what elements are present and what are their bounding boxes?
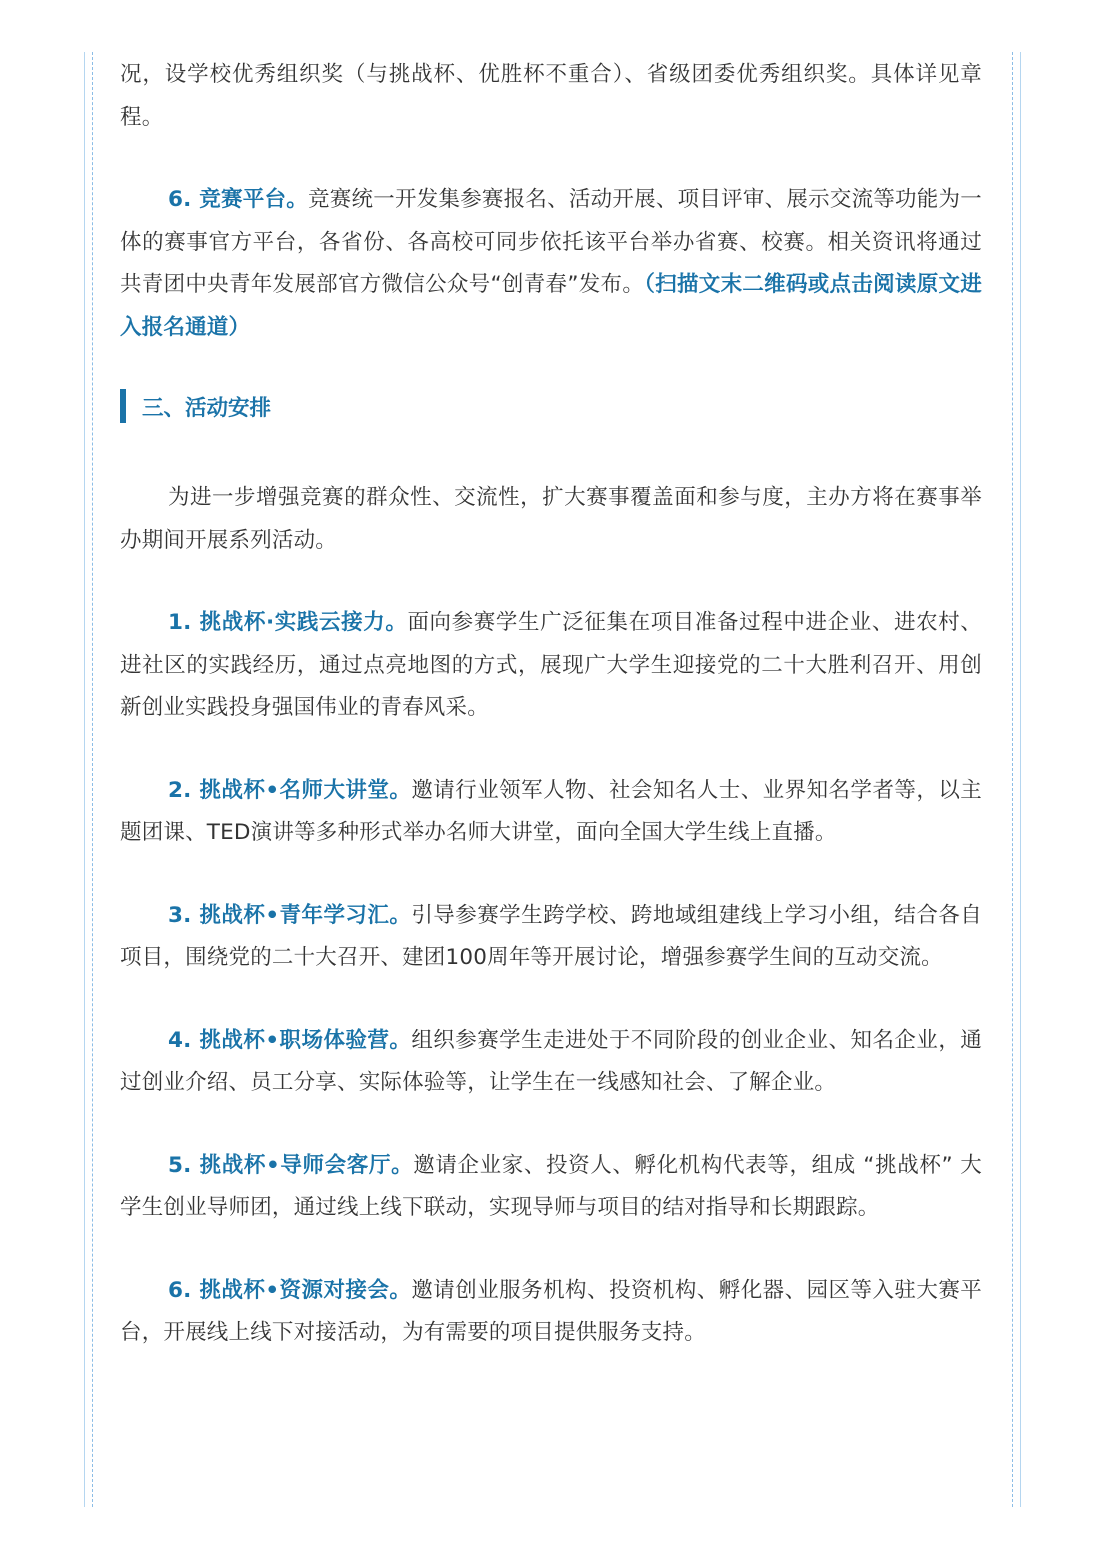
activity-heading: 3. 挑战杯•青年学习汇。 <box>168 902 412 928</box>
left-border-dashed <box>92 52 93 1507</box>
intro-text: 为进一步增强竞赛的群众性、交流性，扩大赛事覆盖面和参与度，主办方将在赛事举办期间开展系列活动。 <box>120 485 982 553</box>
section-header <box>120 389 982 423</box>
activity-body: 组织参赛学生走进处于不同阶段的创业企业、知名企业，通过创业介绍、员工分享、实际体验等，让学生在一线感知社会、了解企业。 <box>120 1027 982 1095</box>
continued-paragraph <box>120 54 982 139</box>
activity-paragraph <box>120 770 982 855</box>
platform-heading: 6. 竞赛平台。 <box>168 187 308 212</box>
intro-paragraph <box>120 477 982 562</box>
activity-paragraph <box>120 1145 982 1230</box>
activity-body: 邀请企业家、投资人、孵化机构代表等，组成 “挑战杯” 大学生创业导师团，通过线上线下联动，实现导师与项目的结对指导和长期跟踪。 <box>120 1152 982 1220</box>
platform-paragraph <box>120 179 982 349</box>
continued-paragraph-text: 况，设学校优秀组织奖（与挑战杯、优胜杯不重合）、省级团委优秀组织奖。具体详见章程。 <box>120 62 982 130</box>
right-border-outer <box>1020 52 1021 1507</box>
activity-heading: 6. 挑战杯•资源对接会。 <box>168 1277 412 1303</box>
activity-body: 引导参赛学生跨学校、跨地域组建线上学习小组，结合各自项目，围绕党的二十大召开、建团100周年等开展讨论，增强参赛学生间的互动交流。 <box>120 902 982 970</box>
activity-paragraph <box>120 602 982 730</box>
article-body <box>120 54 982 1355</box>
activity-heading: 5. 挑战杯•导师会客厅。 <box>168 1152 414 1178</box>
platform-body: 竞赛统一开发集参赛报名、活动开展、项目评审、展示交流等功能为一体的赛事官方平台，各省份、各高校可同步依托该平台举办省赛、校赛。相关资讯将通过共青团中央青年发展部官方微信公众号“创青春”发布。 <box>120 187 982 297</box>
activity-body: 邀请创业服务机构、投资机构、孵化器、园区等入驻大赛平台，开展线上线下对接活动，为有需要的项目提供服务支持。 <box>120 1277 982 1345</box>
right-border-dashed <box>1012 52 1013 1507</box>
section-accent-bar <box>120 389 126 423</box>
activity-body: 邀请行业领军人物、社会知名人士、业界知名学者等，以主题团课、TED演讲等多种形式举办名师大讲堂，面向全国大学生线上直播。 <box>120 777 982 845</box>
activity-heading: 4. 挑战杯•职场体验营。 <box>168 1027 412 1053</box>
activity-heading: 2. 挑战杯•名师大讲堂。 <box>168 777 412 803</box>
left-border-outer <box>84 52 85 1507</box>
activity-paragraph <box>120 1270 982 1355</box>
activity-paragraph <box>120 1020 982 1105</box>
activity-heading: 1. 挑战杯·实践云接力。 <box>168 610 408 635</box>
activity-paragraph <box>120 895 982 980</box>
registration-link-note[interactable]: （扫描文末二维码或点击阅读原文进入报名通道） <box>120 272 983 340</box>
section-title: 三、活动安排 <box>142 395 272 421</box>
activity-body: 面向参赛学生广泛征集在项目准备过程中进企业、进农村、进社区的实践经历，通过点亮地图的方式，展现广大学生迎接党的二十大胜利召开、用创新创业实践投身强国伟业的青春风采。 <box>120 610 982 720</box>
